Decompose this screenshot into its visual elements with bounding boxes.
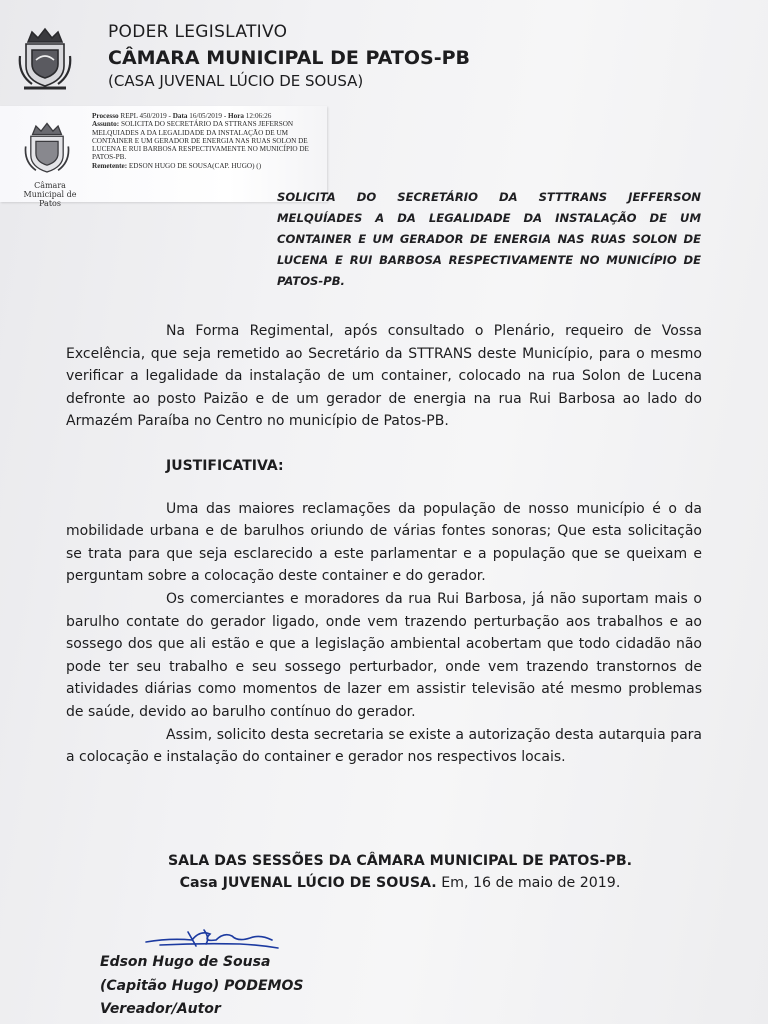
- stamp-subject: SOLICITA DO SECRETÁRIO DA STTRANS JEFERSON MELQUIADES A DA LEGALIDADE DA INSTALAÇÃO DE UM CONTAINER E UM GERADOR DE ENERGIA NAS RUAS SOLON DE LUCENA E RUI BARBOSA RESPECTIVAMENTE NO MUNICÍPIO DE PATOS-PB.: [92, 120, 309, 162]
- stamp-date: 16/05/2019: [189, 112, 223, 120]
- stamp-process-number: REPL 450/2019: [120, 112, 167, 120]
- body-paragraph-request: Na Forma Regimental, após consultado o Plenário, requeiro de Vossa Excelência, que seja remetido ao Secretário da STTRANS deste Município, para o mesmo verificar a legalidade da instalação de um container, colocado na rua Solon de Lucena defronte ao posto Paizão e de um gerador de energia na rua Rui Barbosa ao lado do Armazém Paraíba no Centro no município de Patos-PB.: [66, 323, 702, 430]
- author-role: Vereador/Autor: [100, 1001, 221, 1017]
- coat-of-arms-icon: [18, 26, 72, 92]
- body-paragraph-justification-1: Uma das maiores reclamações da população de nosso município é o da mobilidade urbana e de barulhos oriundo de várias fontes sonoras; Que esta solicitação se trata para que seja esclarecido a este parlamentar e a população que se queixam e perguntam sobre a colocação deste container e do gerador.: [66, 500, 702, 585]
- house-name-bold: Casa JUVENAL LÚCIO DE SOUSA.: [179, 875, 437, 891]
- stamp-process-label: Processo: [92, 112, 119, 120]
- body-paragraph-justification-2: Os comerciantes e moradores da rua Rui Barbosa, já não suportam mais o barulho contate do gerador ligado, onde vem trazendo perturbação aos trabalhos e ao sossego dos que ali estão e que a legislação ambiental acobertam que todo cidadão não pode ter seu trabalho e seu sossego perturbador, onde vem trazendo transtornos de atividades diárias como momentos de lazer em assistir televisão até mesmo problemas de saúde, devido ao barulho contínuo do gerador.: [66, 590, 702, 720]
- stamp-sender-label: Remetente:: [92, 161, 128, 170]
- stamp-details: Processo REPL 450/2019 - Data 16/05/2019 - Hora 12:06:26 Assunto: SOLICITA DO SECRETÁRIO DA STTRANS JEFERSON MELQUIADES A DA LEGALIDADE DA INSTALAÇÃO DE UM CONTAINER E UM GERADOR DE ENERGIA NAS RUAS SOLON DE LUCENA E RUI BARBOSA RESPECTIVAMENTE NO MUNICÍPIO DE PATOS-PB. Remetente: EDSON HUGO DE SOUSA(CAP. HUGO) (): [92, 112, 309, 170]
- author-party: (Capitão Hugo) PODEMOS: [100, 977, 304, 994]
- header-chamber-name: CÂMARA MUNICIPAL DE PATOS-PB: [108, 47, 471, 69]
- stamp-time-label: Hora: [228, 112, 244, 120]
- date-line: [140, 872, 660, 894]
- stamp-subject-label: Assunto:: [92, 120, 120, 129]
- closing-block: [140, 850, 660, 894]
- request-subject: SOLICITA DO SECRETÁRIO DA STTTRANS JEFFERSON MELQUÍADES A DA LEGALIDADE DA INSTALAÇÃO DE UM CONTAINER E UM GERADOR DE ENERGIA NAS RUAS SOLON DE LUCENA E RUI BARBOSA RESPECTIVAMENTE NO MUNICÍPIO DE PATOS-PB.: [277, 190, 701, 288]
- justification-heading: JUSTIFICATIVA:: [166, 457, 284, 474]
- stamp-coat-of-arms-icon: [24, 120, 70, 178]
- stamp-date-label: Data: [172, 112, 188, 120]
- session-hall-line: SALA DAS SESSÕES DA CÂMARA MUNICIPAL DE PATOS-PB.: [167, 853, 633, 869]
- document-body: [66, 320, 702, 769]
- header-house-name: (CASA JUVENAL LÚCIO DE SOUSA): [108, 72, 364, 90]
- header-legislative-power: PODER LEGISLATIVO: [108, 22, 288, 42]
- date-text: Em, 16 de maio de 2019.: [436, 875, 621, 891]
- stamp-time: 12:06:26: [245, 112, 272, 120]
- body-paragraph-justification-3: Assim, solicito desta secretaria se existe a autorização desta autarquia para a colocação e instalação do container e gerador nos respectivos locais.: [66, 726, 702, 766]
- stamp-organization: Câmara Municipal de Patos: [23, 181, 77, 208]
- author-name: Edson Hugo de Sousa: [100, 954, 271, 970]
- stamp-sender: EDSON HUGO DE SOUSA(CAP. HUGO) (): [128, 161, 262, 170]
- handwritten-signature: [140, 922, 290, 952]
- author-block: [100, 951, 303, 1022]
